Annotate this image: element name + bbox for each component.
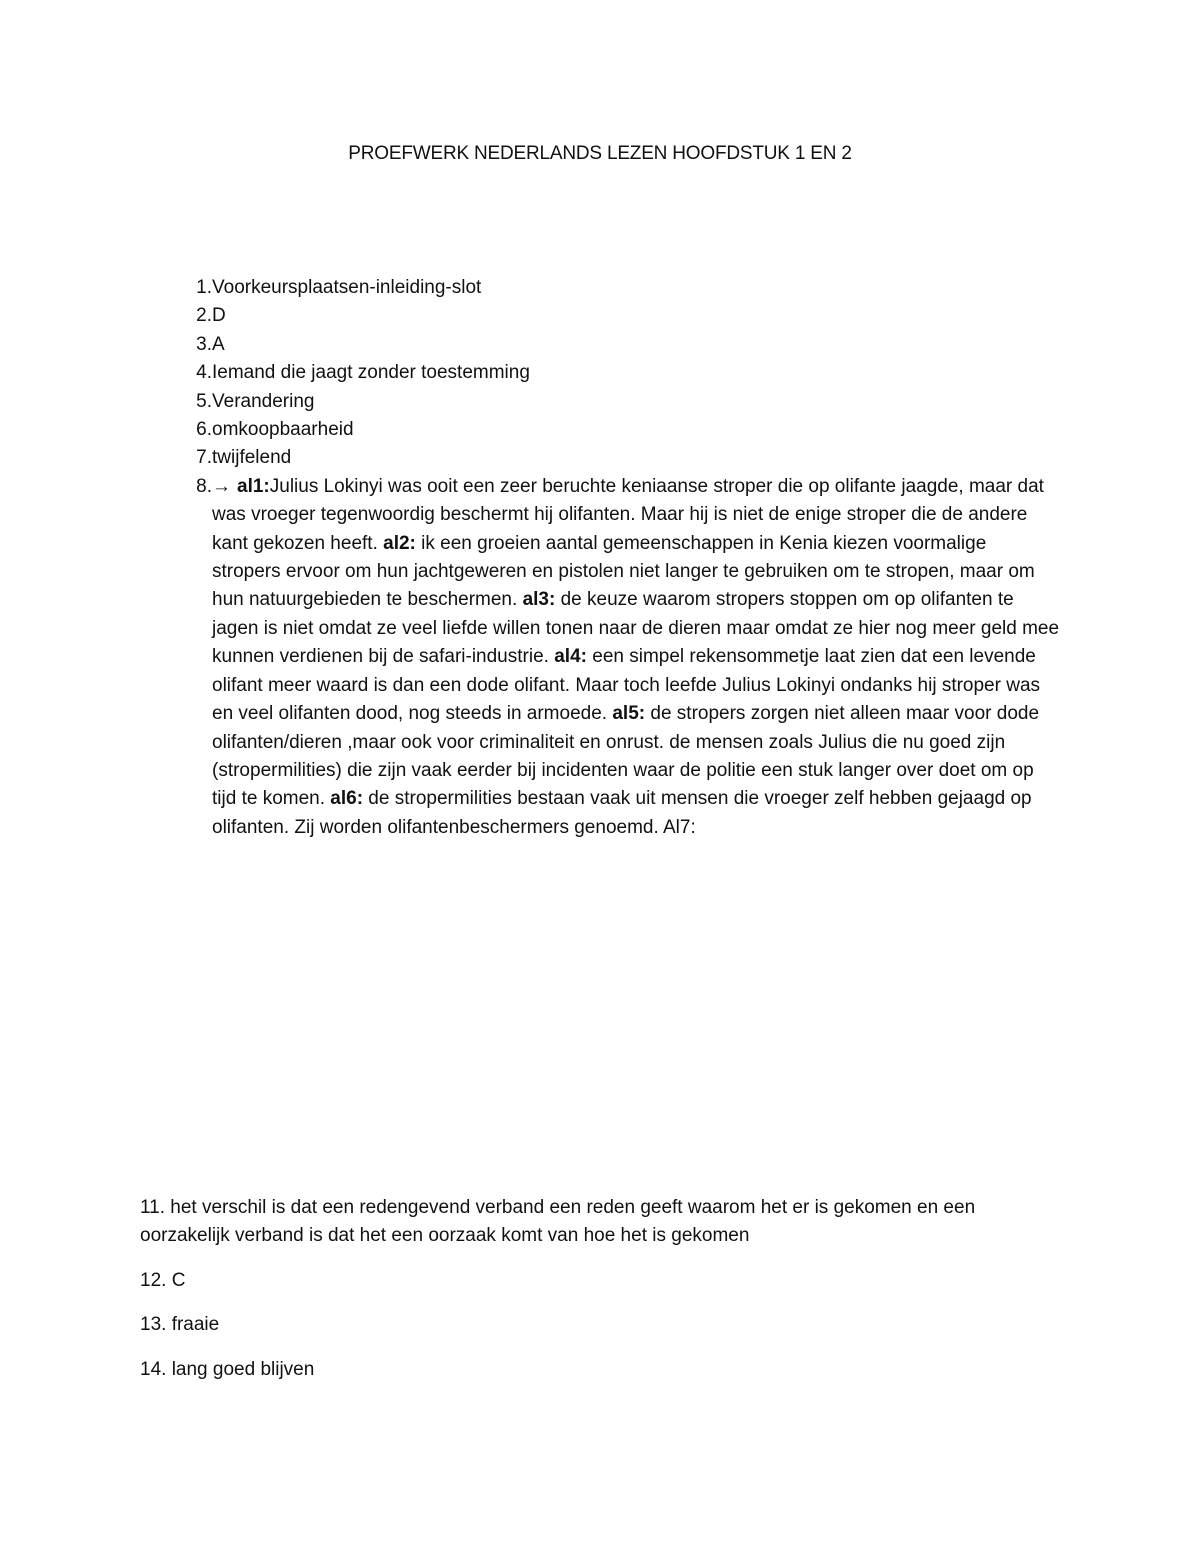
list-number: 5. (196, 390, 212, 412)
list-item (140, 274, 1060, 302)
list-item (140, 331, 1060, 359)
paragraph-label: al6: (330, 788, 364, 810)
arrow-right-icon: → (212, 475, 231, 497)
list-number: 3. (196, 333, 212, 355)
list-item (140, 444, 1060, 472)
answer-text: twijfelend (212, 447, 292, 469)
answer-paragraph: 13. fraaie (140, 1314, 220, 1336)
answer-paragraph: 11. het verschil is dat een redengevend verband een reden geeft waarom het er is gekomen en een oorzakelijk verband is dat het een oorzaak komt van hoe het is gekomen (140, 1197, 976, 1247)
answer-text: Verandering (212, 390, 315, 412)
list-number: 8. (196, 475, 212, 497)
paragraph-label: al1: (237, 475, 270, 497)
list-item (140, 359, 1060, 387)
answer-text: D (212, 305, 226, 327)
answer-paragraph: 14. lang goed blijven (140, 1358, 315, 1380)
list-number: 1. (196, 277, 212, 298)
list-number: 2. (196, 305, 212, 327)
answer-text: Voorkeursplaatsen-inleiding-slot (212, 277, 482, 298)
list-number: 4. (196, 362, 212, 384)
paragraph-label: al4: (554, 646, 587, 668)
paragraph-text: een simpel rekensommetje laat zien dat een levende olifant meer waard is dan een dode olifant. Maar toch leefde Julius Lokinyi ondanks hij stroper was en veel olifanten dood, nog steeds in armoede. (212, 646, 1041, 725)
paragraph-text: de stropermilities bestaan vaak uit mensen die vroeger zelf hebben gejaagd op olifanten. Zij worden olifantenbeschermers genoemd. (212, 788, 1032, 838)
answer-text: omkoopbaarheid (212, 419, 354, 441)
document-title: PROEFWERK NEDERLANDS LEZEN HOOFDSTUK 1 EN 2 (348, 143, 852, 164)
list-number: 6. (196, 419, 212, 441)
answer-paragraph: 12. C (140, 1269, 186, 1291)
paragraph-label: al3: (522, 589, 556, 611)
paragraph-text: de stropers zorgen niet alleen maar voor dode olifanten/dieren ,maar ook voor criminaliteit en onrust. de mensen zoals Julius die nu goed zijn (stropermilities) die zijn vaak eerder bij incidenten waar de politie een stuk langer over doet om op tijd te komen. (212, 703, 1040, 810)
paragraph-label: al2: (383, 532, 416, 554)
list-item (140, 416, 1060, 444)
list-item (140, 388, 1060, 416)
list-item (140, 473, 1060, 842)
answer-paragraph-summary (212, 473, 1060, 842)
paragraph-text: ik een groeien aantal gemeenschappen in Kenia kiezen voormalige stropers ervoor om hun jachtgeweren en pistolen niet langer te gebruiken om te stropen, maar om hun natuurgebieden te beschermen. (212, 532, 1035, 611)
answer-list (140, 274, 1060, 842)
paragraph-label: Al7: (662, 816, 696, 838)
paragraph-label: al5: (612, 703, 646, 725)
paragraph-text: de keuze waarom stropers stoppen om op olifanten te jagen is niet omdat ze veel liefde willen tonen naar de dieren maar omdat ze hier nog meer geld mee kunnen verdienen bij de safari-industrie. (212, 589, 1060, 668)
paragraph-text: Julius Lokinyi was ooit een zeer beruchte keniaanse stroper die op olifante jaagde, maar dat was vroeger tegenwoordig beschermt hij olifanten. Maar hij is niet de enige stroper die de andere kant gekozen heeft. (212, 475, 1044, 554)
later-answers (140, 1194, 1040, 1400)
list-item (140, 302, 1060, 330)
answer-text: Iemand die jaagt zonder toestemming (212, 362, 530, 384)
answer-text: A (212, 333, 225, 355)
list-number: 7. (196, 447, 212, 469)
